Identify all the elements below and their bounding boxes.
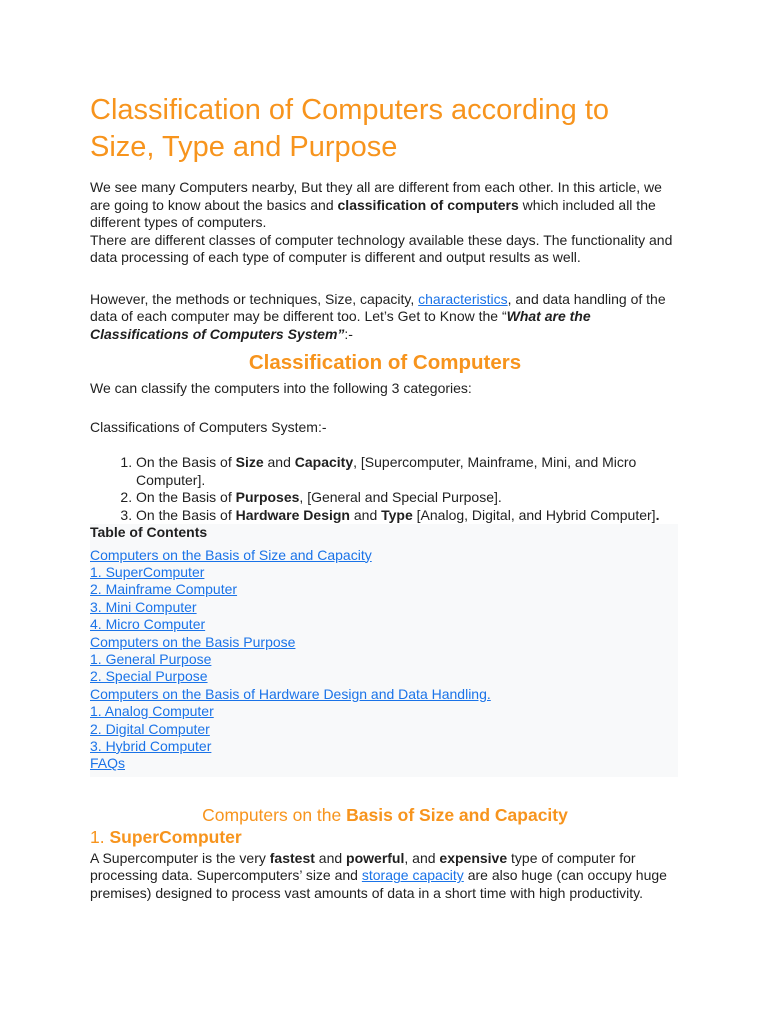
storage-capacity-link[interactable]: storage capacity — [361, 867, 464, 884]
toc-title: Table of Contents — [90, 524, 208, 540]
intro-paragraph-1: We see many Computers nearby, But they all are different from each other. In this article, we are going to know about the basics and classification of computers which included all the different types of computers. — [90, 179, 662, 230]
toc-list — [90, 547, 678, 773]
intro-paragraph-3: However, the methods or techniques, Size, capacity, characteristics, and data handling of the data of each computer may be different too. Let’s Get to Know the “What are the Classifications of Computers System”:- — [90, 290, 666, 342]
toc-link[interactable]: Computers on the Basis of Hardware Design and Data Handling. — [90, 685, 491, 702]
section-heading: Classification of Computers — [248, 351, 522, 374]
toc-link[interactable]: Computers on the Basis of Size and Capacity — [90, 546, 372, 563]
supercomputer-heading: 1. SuperComputer — [90, 826, 242, 847]
article-body — [90, 92, 680, 902]
toc-link[interactable]: 1. SuperComputer — [90, 563, 205, 580]
intro-paragraph-2: There are different classes of computer technology available these days. The functionality and data processing of each type of computer is different and output results as well. — [90, 231, 673, 265]
toc-link[interactable]: Computers on the Basis Purpose — [90, 633, 296, 650]
list-item: 3. On the Basis of Hardware Design and Type [Analog, Digital, and Hybrid Computer]. — [136, 507, 680, 525]
toc-link[interactable]: 1. General Purpose — [90, 650, 212, 667]
toc-link[interactable]: 2. Digital Computer — [90, 720, 210, 737]
list-item: 1. On the Basis of Size and Capacity, [Supercomputer, Mainframe, Mini, and Micro Computer]. — [136, 454, 680, 489]
table-of-contents — [90, 524, 678, 777]
toc-link[interactable]: 1. Analog Computer — [90, 703, 214, 720]
page-title: Classification of Computers according to Size, Type and Purpose — [90, 94, 610, 163]
classification-list — [90, 454, 680, 524]
classify-intro: We can classify the computers into the following 3 categories: — [90, 380, 472, 396]
toc-link[interactable]: 3. Mini Computer — [90, 598, 197, 615]
list-item: 2. On the Basis of Purposes, [General and Special Purpose]. — [136, 489, 680, 507]
toc-link[interactable]: 4. Micro Computer — [90, 616, 206, 633]
toc-link[interactable]: 3. Hybrid Computer — [90, 737, 212, 754]
system-label: Classifications of Computers System:- — [90, 418, 327, 435]
toc-link[interactable]: 2. Mainframe Computer — [90, 581, 238, 598]
supercomputer-paragraph: A Supercomputer is the very fastest and powerful, and expensive type of computer for processing data. Supercomputers’ size and storage capacity are also huge (can occupy huge premises) designed to process vast amounts of data in a short time with high productivity. — [90, 849, 667, 901]
characteristics-link[interactable]: characteristics — [418, 290, 508, 307]
toc-link[interactable]: 2. Special Purpose — [90, 668, 208, 685]
section-2-heading: Computers on the Basis of Size and Capacity — [202, 804, 568, 825]
toc-link[interactable]: FAQs — [90, 755, 126, 772]
